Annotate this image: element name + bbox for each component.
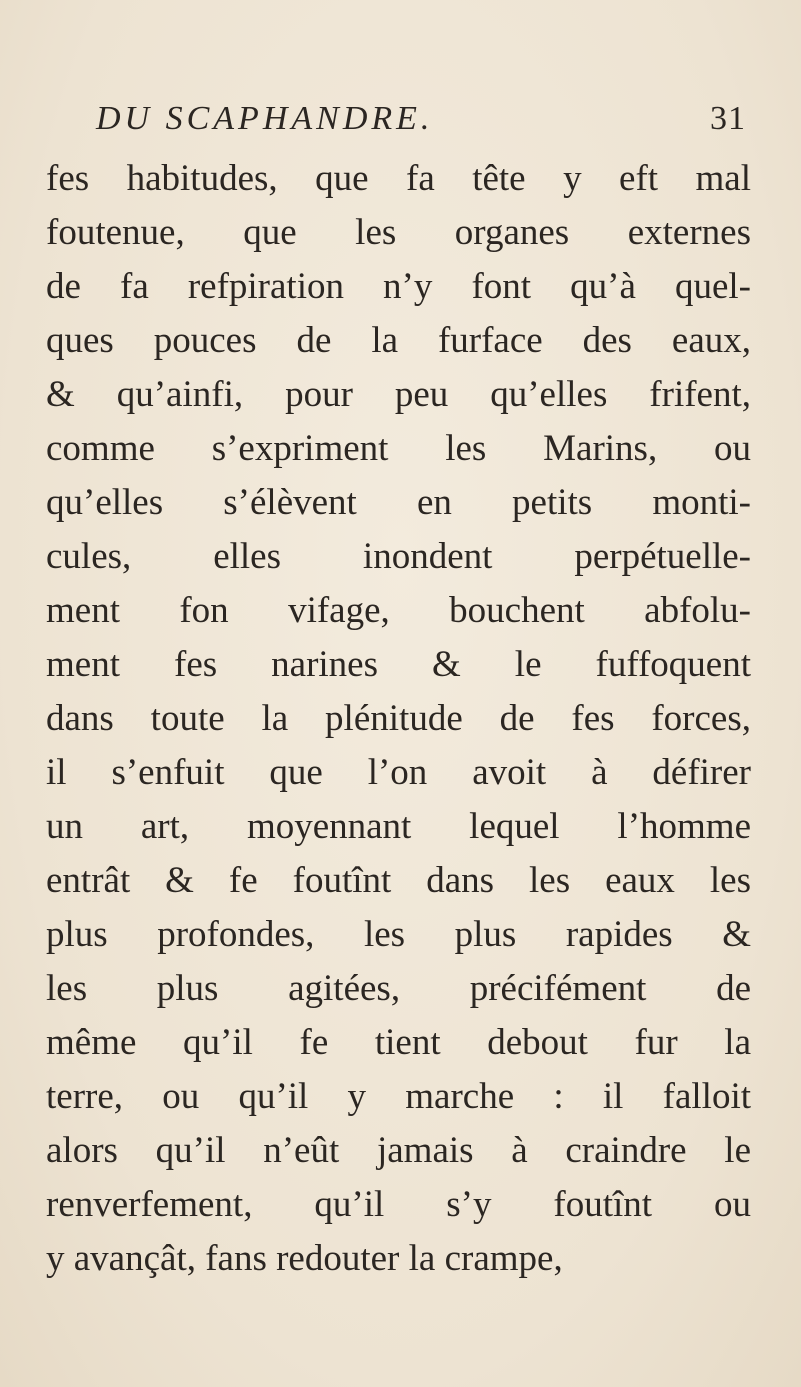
text-line: même qu’il fe tient debout fur la <box>46 1022 751 1063</box>
text-line: les plus agitées, précifément de <box>46 968 751 1009</box>
text-line: de fa refpiration n’y font qu’à quel- <box>46 266 751 307</box>
body-text <box>46 152 751 1286</box>
text-line: dans toute la plénitude de fes forces, <box>46 698 751 739</box>
text-line: fes habitudes, que fa tête y eft mal <box>46 158 751 199</box>
text-line: entrât & fe foutînt dans les eaux les <box>46 860 751 901</box>
text-line: y avançât, fans redouter la crampe, <box>46 1238 563 1279</box>
text-line: ment fon vifage, bouchent abfolu- <box>46 590 751 631</box>
text-line: alors qu’il n’eût jamais à craindre le <box>46 1130 751 1171</box>
text-line: il s’enfuit que l’on avoit à défirer <box>46 752 751 793</box>
running-head <box>96 100 746 148</box>
text-line: comme s’expriment les Marins, ou <box>46 428 751 469</box>
text-line: ques pouces de la furface des eaux, <box>46 320 751 361</box>
text-line: plus profondes, les plus rapides & <box>46 914 751 955</box>
text-line: un art, moyennant lequel l’homme <box>46 806 751 847</box>
text-line: ment fes narines & le fuffoquent <box>46 644 751 685</box>
text-line: qu’elles s’élèvent en petits monti- <box>46 482 751 523</box>
text-line: foutenue, que les organes externes <box>46 212 751 253</box>
text-line: & qu’ainfi, pour peu qu’elles frifent, <box>46 374 751 415</box>
text-line: renverfement, qu’il s’y foutînt ou <box>46 1184 751 1225</box>
running-title: DU SCAPHANDRE. <box>96 100 434 137</box>
text-line: terre, ou qu’il y marche : il falloit <box>46 1076 751 1117</box>
text-line: cules, elles inondent perpétuelle- <box>46 536 751 577</box>
page-number: 31 <box>710 100 746 137</box>
